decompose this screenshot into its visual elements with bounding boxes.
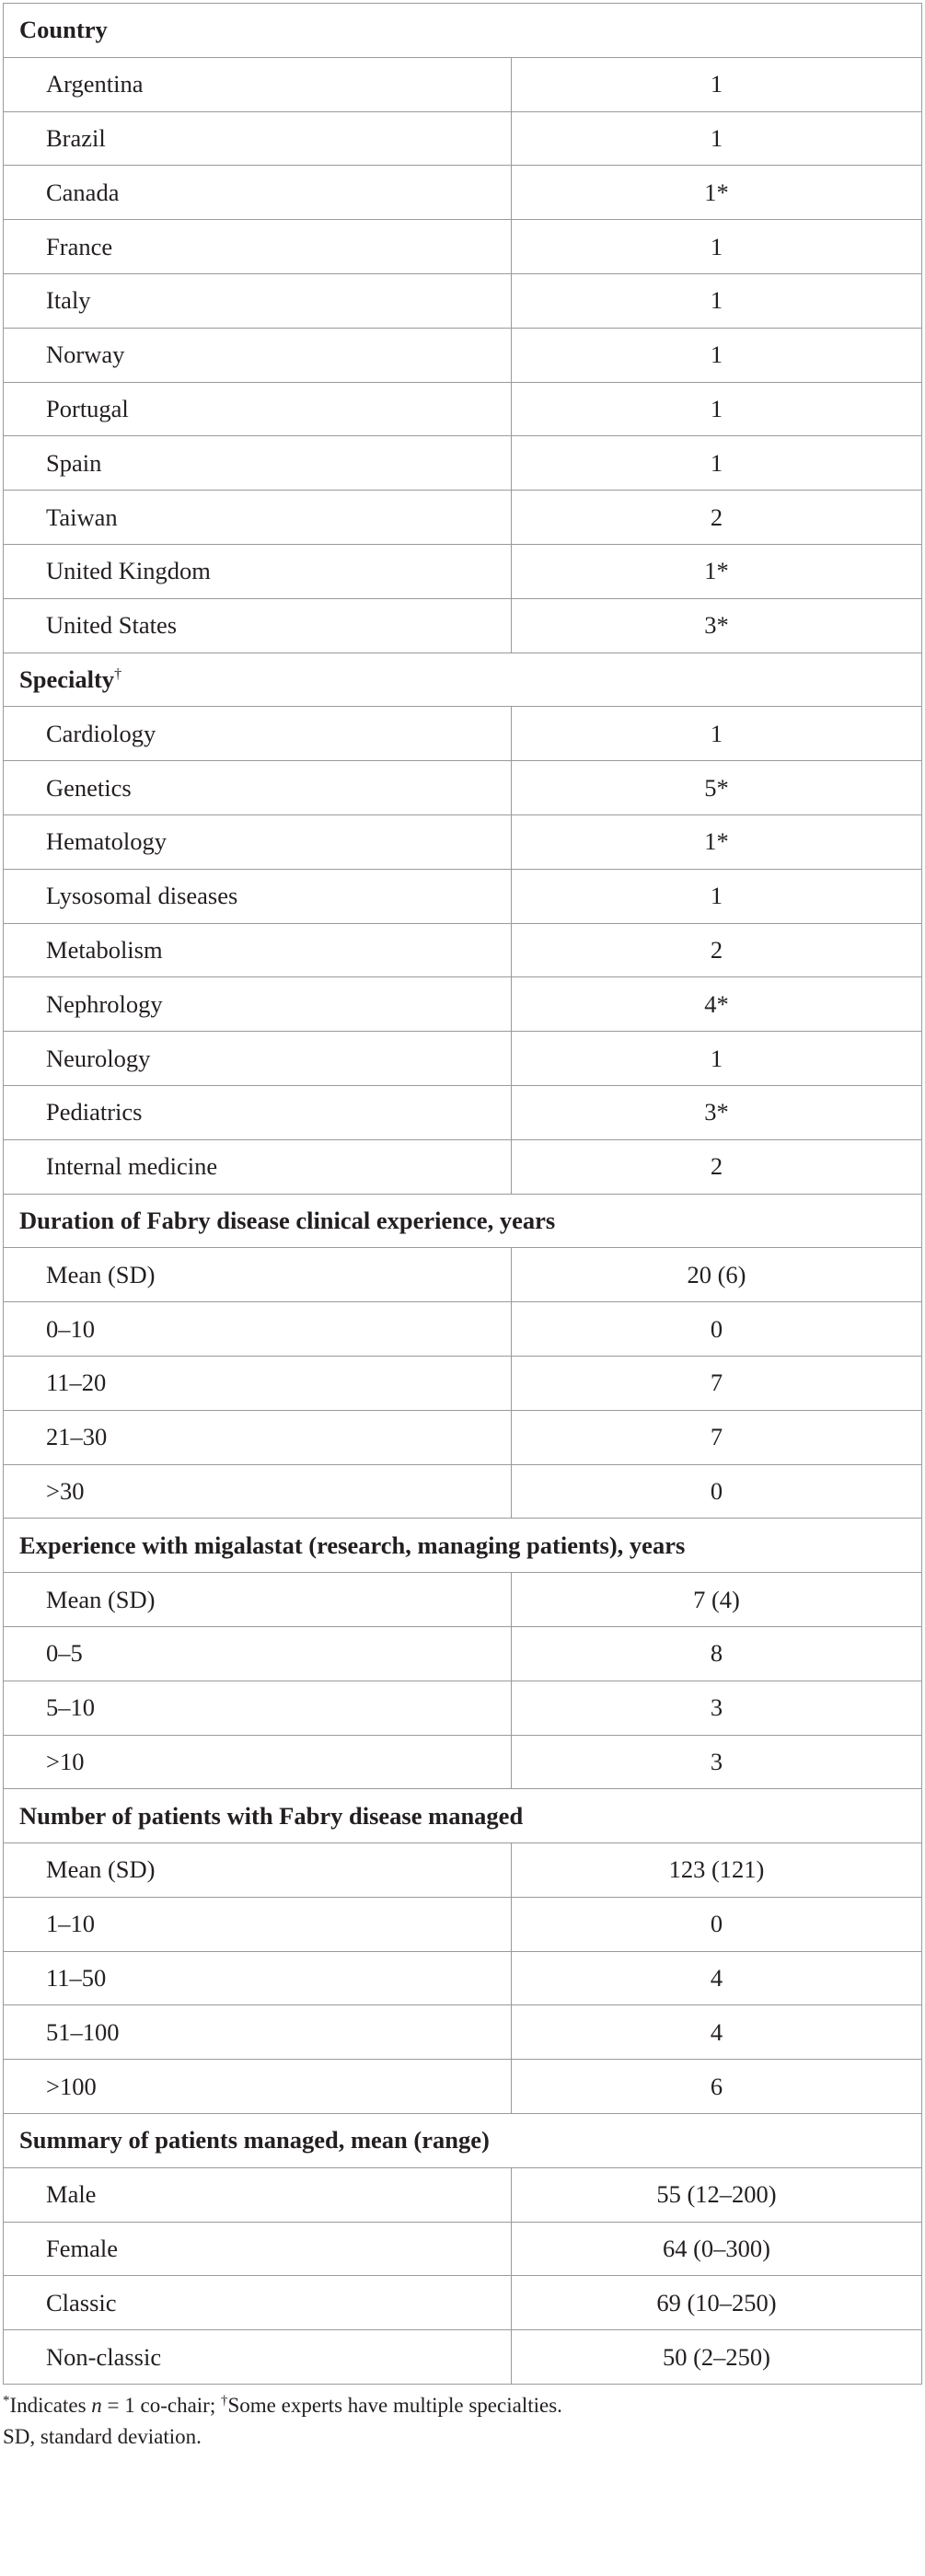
row-value: 2 <box>512 1139 922 1194</box>
row-value: 8 <box>512 1626 922 1681</box>
row-value: 2 <box>512 923 922 977</box>
row-label: United States <box>4 598 512 653</box>
table-row <box>4 1951 922 2005</box>
table-row <box>4 814 922 869</box>
row-value: 1 <box>512 1032 922 1086</box>
footnote-star: * <box>3 2393 10 2409</box>
row-value: 1* <box>512 166 922 220</box>
table-row <box>4 57 922 111</box>
table-row <box>4 2167 922 2222</box>
table-row <box>4 2276 922 2330</box>
section-title-text: Experience with migalastat (research, managing patients), years <box>19 1531 686 1559</box>
row-label: Spain <box>4 436 512 491</box>
table-row <box>4 2330 922 2385</box>
row-value: 1 <box>512 328 922 382</box>
row-label: Non-classic <box>4 2330 512 2385</box>
row-label: 11–50 <box>4 1951 512 2005</box>
section-title <box>4 653 922 707</box>
row-value: 3 <box>512 1735 922 1789</box>
section-title-text: Specialty <box>19 664 115 693</box>
row-value: 0 <box>512 1464 922 1519</box>
section-title <box>4 1789 922 1843</box>
footnote-n: n <box>91 2394 102 2417</box>
row-label: >30 <box>4 1464 512 1519</box>
row-label: France <box>4 220 512 274</box>
table-row <box>4 1302 922 1357</box>
section-title-text: Number of patients with Fabry disease managed <box>19 1801 524 1830</box>
section-title <box>4 2114 922 2168</box>
section-title <box>4 4 922 58</box>
row-value: 3 <box>512 1681 922 1735</box>
row-label: 0–10 <box>4 1302 512 1357</box>
table-row <box>4 1085 922 1139</box>
row-value: 1* <box>512 814 922 869</box>
section-header-row <box>4 1519 922 1573</box>
row-label: 21–30 <box>4 1410 512 1464</box>
section-title-text: Country <box>19 16 108 44</box>
row-value: 5* <box>512 761 922 815</box>
table-row <box>4 1735 922 1789</box>
table-row <box>4 1681 922 1735</box>
section-header-row <box>4 653 922 707</box>
table-row <box>4 1897 922 1951</box>
row-label: Brazil <box>4 111 512 166</box>
footnote-text-3: Some experts have multiple specialties. <box>227 2394 562 2417</box>
row-value: 4 <box>512 1951 922 2005</box>
table-row <box>4 1464 922 1519</box>
row-label: Norway <box>4 328 512 382</box>
footnote-dagger: † <box>220 2393 228 2409</box>
section-title-text: Duration of Fabry disease clinical experience, years <box>19 1206 556 1234</box>
row-value: 50 (2–250) <box>512 2330 922 2385</box>
table-row <box>4 1139 922 1194</box>
table-body <box>4 4 922 2385</box>
row-label: Canada <box>4 166 512 220</box>
table-row <box>4 923 922 977</box>
row-value: 4 <box>512 2005 922 2060</box>
row-value: 1 <box>512 382 922 436</box>
row-value: 7 (4) <box>512 1573 922 1627</box>
section-header-row <box>4 1194 922 1248</box>
section-header-row <box>4 4 922 58</box>
row-value: 69 (10–250) <box>512 2276 922 2330</box>
section-title <box>4 1519 922 1573</box>
table-row <box>4 2060 922 2114</box>
table-row <box>4 761 922 815</box>
table-row <box>4 220 922 274</box>
row-value: 1* <box>512 544 922 598</box>
row-value: 1 <box>512 57 922 111</box>
section-title <box>4 1194 922 1248</box>
row-value: 6 <box>512 2060 922 2114</box>
row-label: Hematology <box>4 814 512 869</box>
row-value: 0 <box>512 1302 922 1357</box>
row-label: 5–10 <box>4 1681 512 1735</box>
row-label: Pediatrics <box>4 1085 512 1139</box>
row-value: 7 <box>512 1410 922 1464</box>
row-value: 1 <box>512 707 922 761</box>
table-row <box>4 1356 922 1410</box>
row-label: Neurology <box>4 1032 512 1086</box>
section-title-footnote-mark: † <box>114 666 122 683</box>
table-row <box>4 707 922 761</box>
section-header-row <box>4 2114 922 2168</box>
table-row <box>4 111 922 166</box>
row-label: Female <box>4 2222 512 2276</box>
row-value: 123 (121) <box>512 1843 922 1898</box>
row-value: 64 (0–300) <box>512 2222 922 2276</box>
row-label: Genetics <box>4 761 512 815</box>
row-value: 2 <box>512 491 922 545</box>
table-row <box>4 2222 922 2276</box>
row-label: Taiwan <box>4 491 512 545</box>
table-row <box>4 1248 922 1302</box>
table-row <box>4 869 922 923</box>
row-value: 1 <box>512 273 922 328</box>
row-label: >100 <box>4 2060 512 2114</box>
table-row <box>4 436 922 491</box>
table-row <box>4 598 922 653</box>
row-value: 3* <box>512 598 922 653</box>
row-label: Mean (SD) <box>4 1843 512 1898</box>
table-row <box>4 1573 922 1627</box>
footnote-text-1: Indicates <box>9 2394 92 2417</box>
row-label: 0–5 <box>4 1626 512 1681</box>
row-value: 3* <box>512 1085 922 1139</box>
row-label: Italy <box>4 273 512 328</box>
table-row <box>4 382 922 436</box>
row-label: Nephrology <box>4 977 512 1032</box>
row-label: Mean (SD) <box>4 1248 512 1302</box>
row-label: Cardiology <box>4 707 512 761</box>
table-row <box>4 544 922 598</box>
table-row <box>4 273 922 328</box>
table-row <box>4 328 922 382</box>
row-label: Portugal <box>4 382 512 436</box>
row-value: 20 (6) <box>512 1248 922 1302</box>
row-label: Lysosomal diseases <box>4 869 512 923</box>
footnote-text-2: = 1 co-chair; <box>101 2394 221 2417</box>
table-row <box>4 1410 922 1464</box>
experts-characteristics-table <box>3 3 922 2385</box>
row-value: 1 <box>512 436 922 491</box>
row-label: Classic <box>4 2276 512 2330</box>
row-value: 1 <box>512 869 922 923</box>
row-label: 11–20 <box>4 1356 512 1410</box>
footnote-abbreviation: SD, standard deviation. <box>3 2425 202 2448</box>
row-label: Argentina <box>4 57 512 111</box>
table-row <box>4 491 922 545</box>
row-value: 1 <box>512 111 922 166</box>
row-label: 1–10 <box>4 1897 512 1951</box>
row-label: United Kingdom <box>4 544 512 598</box>
section-header-row <box>4 1789 922 1843</box>
row-label: Male <box>4 2167 512 2222</box>
row-value: 0 <box>512 1897 922 1951</box>
section-title-text: Summary of patients managed, mean (range) <box>19 2126 490 2154</box>
table-row <box>4 166 922 220</box>
table-row <box>4 1626 922 1681</box>
row-label: 51–100 <box>4 2005 512 2060</box>
row-label: Internal medicine <box>4 1139 512 1194</box>
row-value: 1 <box>512 220 922 274</box>
table-row <box>4 977 922 1032</box>
row-label: Metabolism <box>4 923 512 977</box>
row-label: >10 <box>4 1735 512 1789</box>
row-label: Mean (SD) <box>4 1573 512 1627</box>
table-row <box>4 1843 922 1898</box>
row-value: 4* <box>512 977 922 1032</box>
table-row <box>4 1032 922 1086</box>
footnote-cochair <box>3 2390 562 2421</box>
table-row <box>4 2005 922 2060</box>
row-value: 7 <box>512 1356 922 1410</box>
row-value: 55 (12–200) <box>512 2167 922 2222</box>
